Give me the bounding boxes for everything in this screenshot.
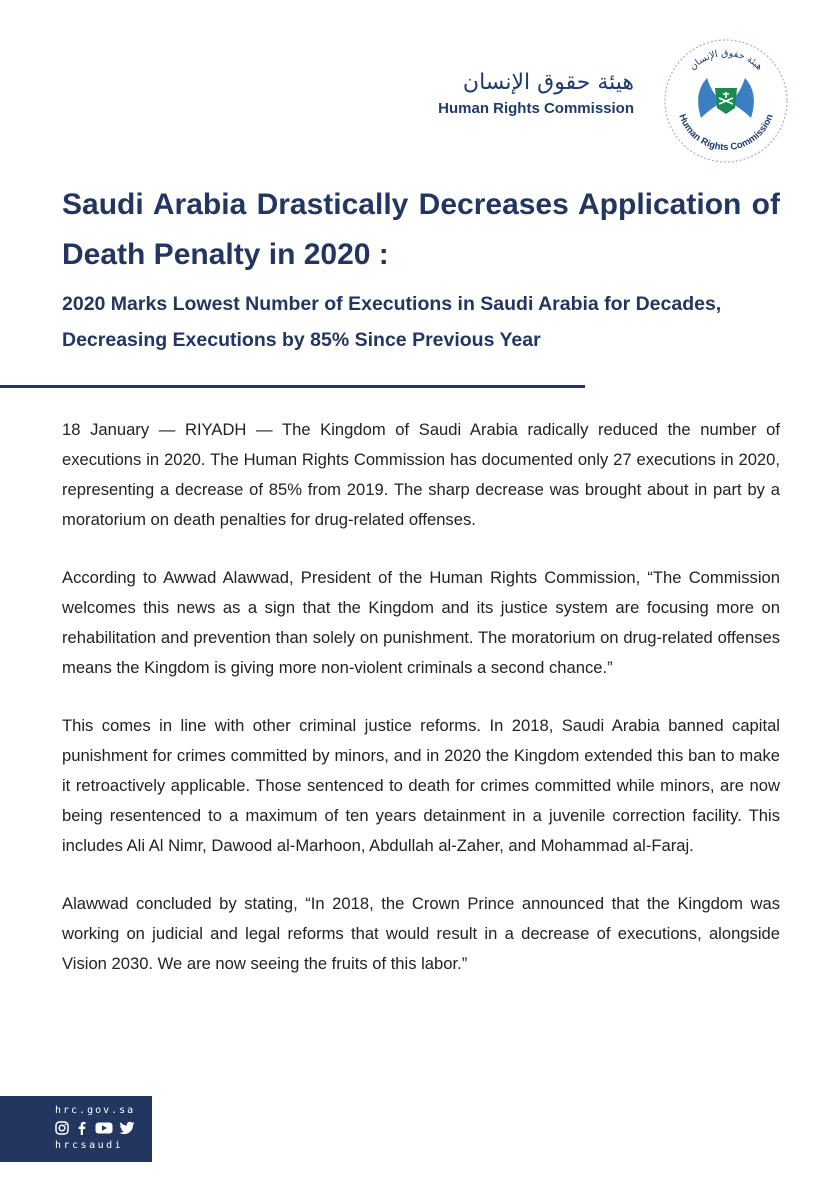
- article-title: Saudi Arabia Drastically Decreases Application of Death Penalty in 2020 :: [62, 188, 780, 271]
- logo-ring-english: Human Rights Commission: [676, 112, 776, 153]
- org-name-english: Human Rights Commission: [438, 100, 634, 117]
- org-name-arabic: هيئة حقوق الإنسان: [462, 70, 634, 95]
- instagram-icon[interactable]: [55, 1121, 69, 1135]
- website-link[interactable]: hrc.gov.sa: [55, 1105, 136, 1116]
- paragraph: Alawwad concluded by stating, “In 2018, the Crown Prince announced that the Kingdom was working on judicial and legal reforms that would result in a decrease of executions, alongside Vision 2030. We are now seeing the fruits of this labor.”: [62, 894, 780, 973]
- twitter-icon[interactable]: [119, 1121, 135, 1135]
- facebook-icon[interactable]: [75, 1121, 89, 1135]
- youtube-icon[interactable]: [95, 1121, 113, 1135]
- logo-ring-arabic: هيئة حقوق الإنسان: [687, 47, 765, 73]
- social-icons: [55, 1121, 135, 1135]
- header: [369, 38, 789, 168]
- org-name: [438, 68, 634, 117]
- article-body: [62, 415, 780, 1007]
- paragraph: This comes in line with other criminal justice reforms. In 2018, Saudi Arabia banned capital punishment for crimes committed by minors, and in 2020 the Kingdom extended this ban to make it retroactively applicable. Those sentenced to death for crimes committed while minors, are now being resentenced to a maximum of ten years detainment in a juvenile correction facility. This includes Ali Al Nimr, Dawood al-Marhoon, Abdullah al-Zaher, and Mohammad al-Faraj.: [62, 716, 780, 855]
- article-subtitle: 2020 Marks Lowest Number of Executions in Saudi Arabia for Decades, Decreasing Executions by 85% Since Previous Year: [62, 293, 722, 351]
- title-divider: [0, 385, 585, 388]
- commission-logo: [663, 38, 789, 164]
- paragraph: According to Awwad Alawwad, President of the Human Rights Commission, “The Commission welcomes this news as a sign that the Kingdom and its justice system are focusing more on rehabilitation and prevention than solely on punishment. The moratorium on drug-related offenses means the Kingdom is giving more non-violent criminals a second chance.”: [62, 568, 780, 677]
- paragraph: 18 January — RIYADH — The Kingdom of Saudi Arabia radically reduced the number of executions in 2020. The Human Rights Commission has documented only 27 executions in 2020, representing a decrease of 85% from 2019. The sharp decrease was brought about in part by a moratorium on death penalties for drug-related offenses.: [62, 420, 780, 529]
- social-handle[interactable]: hrcsaudi: [55, 1140, 124, 1151]
- footer-contact-box: [0, 1096, 152, 1162]
